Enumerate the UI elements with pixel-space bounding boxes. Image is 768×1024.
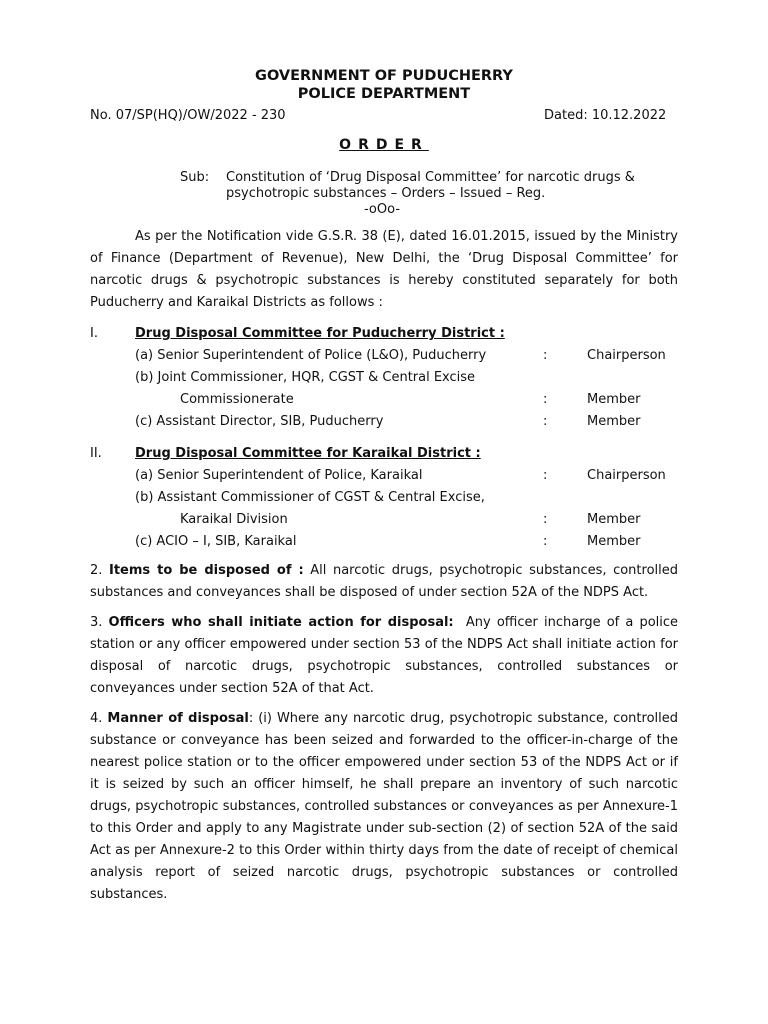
committee-1-heading: Drug Disposal Committee for Puducherry District : <box>135 326 505 341</box>
subject-label: Sub: <box>180 170 210 185</box>
para-4-heading: Manner of disposal <box>107 711 249 726</box>
member-colon: : <box>543 392 548 407</box>
member-colon: : <box>543 534 548 549</box>
committee-2-member-a: (a) Senior Superintendent of Police, Karaikal <box>135 468 423 483</box>
member-colon: : <box>543 348 548 363</box>
subject-line-1: Constitution of ‘Drug Disposal Committee’ for narcotic drugs & <box>226 170 635 185</box>
committee-1-member-c-role: Member <box>587 414 641 429</box>
member-colon: : <box>543 512 548 527</box>
subject-line-2: psychotropic substances – Orders – Issued – Reg. <box>226 186 546 201</box>
dept-title: POLICE DEPARTMENT <box>297 86 471 102</box>
committee-2-member-c-role: Member <box>587 534 641 549</box>
committee-2-numeral: II. <box>90 446 102 461</box>
committee-1-numeral: I. <box>90 326 98 341</box>
reference-number: No. 07/SP(HQ)/OW/2022 - 230 <box>90 108 286 123</box>
intro-paragraph: As per the Notification vide G.S.R. 38 (E), dated 16.01.2015, issued by the Ministry of Finance (Department of Revenue), New Delhi, the ‘Drug Disposal Committee’ for narcotic drugs & psychotropic substances is hereby constituted separately for both Puducherry and Karaikal Districts as follows : <box>90 229 678 310</box>
committee-2-member-a-role: Chairperson <box>587 468 666 483</box>
paragraph-4: 4. Manner of disposal: (i) Where any narcotic drug, psychotropic substance, controlled substance or conveyance has been seized and forwarded to the officer-in-charge of the nearest police station or to the officer empowered under section 53 of the NDPS Act or if it is seized by such an officer himself, he shall prepare an inventory of such narcotic drugs, psychotropic substances, controlled substances or conveyances as per Annexure-1 to this Order and apply to any Magistrate under sub-section (2) of section 52A of the said Act as per Annexure-2 to this Order within thirty days from the date of receipt of chemical analysis report of seized narcotic drugs, psychotropic substances or controlled substances. <box>90 711 679 902</box>
gov-title: GOVERNMENT OF PUDUCHERRY <box>255 68 513 84</box>
committee-2-member-b-role: Member <box>587 512 641 527</box>
member-colon: : <box>543 414 548 429</box>
para-3-heading: Officers who shall initiate action for disposal: <box>108 615 454 630</box>
committee-1-member-b-role: Member <box>587 392 641 407</box>
committee-2-member-b: (b) Assistant Commissioner of CGST & Central Excise, <box>135 490 485 505</box>
committee-1-member-a: (a) Senior Superintendent of Police (L&O), Puducherry <box>135 348 487 363</box>
committee-1-member-b-cont: Commissionerate <box>180 392 294 407</box>
committee-2-member-c: (c) ACIO – I, SIB, Karaikal <box>135 534 297 549</box>
committee-1-member-c: (c) Assistant Director, SIB, Puducherry <box>135 414 384 429</box>
committee-1-member-a-role: Chairperson <box>587 348 666 363</box>
committee-2-member-b-cont: Karaikal Division <box>180 512 288 527</box>
order-title: ORDER <box>339 137 429 153</box>
para-2-heading: Items to be disposed of : <box>109 563 304 578</box>
member-colon: : <box>543 468 548 483</box>
divider-text: -oOo- <box>364 202 401 217</box>
committee-2-heading: Drug Disposal Committee for Karaikal District : <box>135 446 481 461</box>
paragraph-3: 3. Officers who shall initiate action for disposal: Any officer incharge of a police station or any officer empowered under section 53 of the NDPS Act shall initiate action for disposal of narcotic drugs, psychotropic substances, controlled substances or conveyances under section 52A of that Act. <box>90 615 679 696</box>
order-date: Dated: 10.12.2022 <box>544 108 667 123</box>
committee-1-member-b: (b) Joint Commissioner, HQR, CGST & Central Excise <box>135 370 476 385</box>
paragraph-2: 2. Items to be disposed of : All narcotic drugs, psychotropic substances, controlled substances and conveyances shall be disposed of under section 52A of the NDPS Act. <box>90 563 678 600</box>
